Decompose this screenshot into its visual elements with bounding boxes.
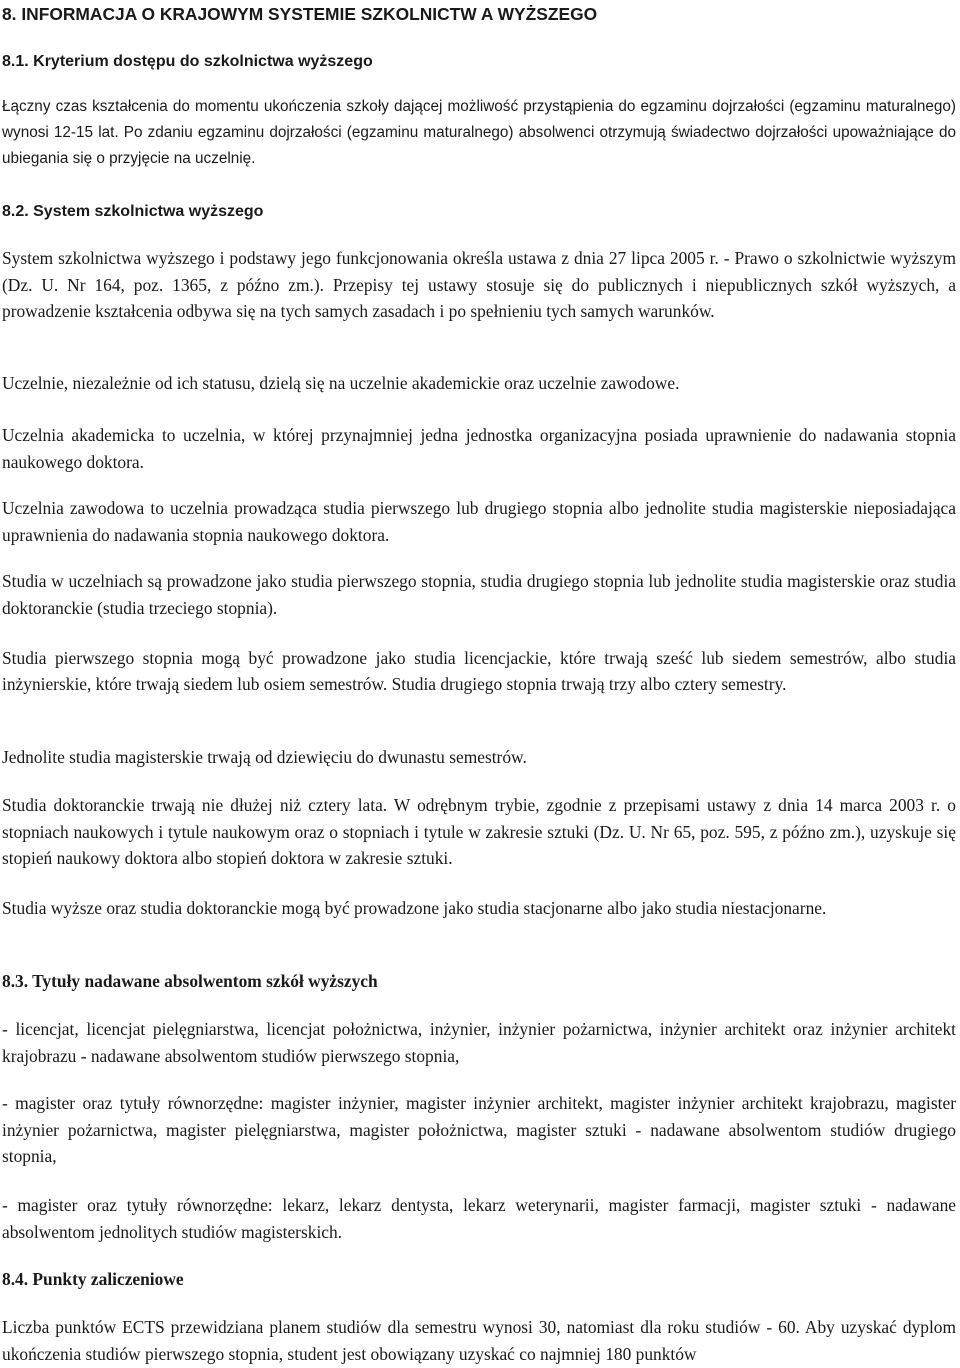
section-3-item-1: - licencjat, licencjat pielęgniarstwa, licencjat położnictwa, inżynier, inżynier pożarnictwa, inżynier architekt oraz inżynier architekt krajobrazu - nadawane absolwentom studiów pierwszego stopnia, bbox=[2, 1019, 956, 1066]
section-1-paragraph: Łączny czas kształcenia do momentu ukończenia szkoły dającej możliwość przystąpienia do egzaminu dojrzałości (egzaminu maturalnego) wynosi 12-15 lat. Po zdaniu egzaminu dojrzałości (egzaminu maturalnego) absolwenci otrzymują świadectwo dojrzałości upoważniające do ubiegania się o przyjęcie na uczelnię. bbox=[2, 98, 956, 167]
section-2-paragraph-6: Studia pierwszego stopnia mogą być prowadzone jako studia licencjackie, które trwają sześć lub siedem semestrów, albo studia inżynierskie, które trwają siedem lub osiem semestrów. Studia drugiego stopnia trwają trzy albo cztery semestry. bbox=[2, 648, 956, 695]
section-3-title: 8.3. Tytuły nadawane absolwentom szkół wyższych bbox=[2, 971, 378, 991]
section-2-title: 8.2. System szkolnictwa wyższego bbox=[2, 203, 264, 220]
section-1-title: 8.1. Kryterium dostępu do szkolnictwa wyższego bbox=[2, 53, 373, 70]
main-heading: 8. INFORMACJA O KRAJOWYM SYSTEMIE SZKOLNICTW A WYŻSZEGO bbox=[2, 4, 598, 24]
section-3-item-3: - magister oraz tytuły równorzędne: lekarz, lekarz dentysta, lekarz weterynarii, magister farmacji, magister sztuki - nadawane absolwentom jednolitych studiów magisterskich. bbox=[2, 1195, 956, 1242]
section-2-paragraph-4: Uczelnia zawodowa to uczelnia prowadząca studia pierwszego lub drugiego stopnia albo jednolite studia magisterskie nieposiadająca uprawnienia do nadawania stopnia naukowego doktora. bbox=[2, 498, 956, 545]
section-2-paragraph-9: Studia wyższe oraz studia doktoranckie mogą być prowadzone jako studia stacjonarne albo jako studia niestacjonarne. bbox=[2, 898, 827, 918]
section-4-title: 8.4. Punkty zaliczeniowe bbox=[2, 1269, 184, 1289]
section-2-paragraph-8: Studia doktoranckie trwają nie dłużej niż cztery lata. W odrębnym trybie, zgodnie z przepisami ustawy z dnia 14 marca 2003 r. o stopniach naukowych i tytule naukowym oraz o stopniach i tytule w zakresie sztuki (Dz. U. Nr 65, poz. 595, z późno zm.), uzyskuje się stopień naukowy doktora albo stopień doktora w zakresie sztuki. bbox=[2, 795, 956, 869]
section-4-paragraph: Liczba punktów ECTS przewidziana planem studiów dla semestru wynosi 30, natomiast dla roku studiów - 60. Aby uzyskać dyplom ukończenia studiów pierwszego stopnia, student jest obowiązany uzyskać co najmniej 180 punktów bbox=[2, 1317, 956, 1364]
section-3-item-2: - magister oraz tytuły równorzędne: magister inżynier, magister inżynier architekt, magister inżynier architekt krajobrazu, magister inżynier pożarnictwa, magister pielęgniarstwa, magister położnictwa, magister sztuki - nadawane absolwentom studiów drugiego stopnia, bbox=[2, 1093, 956, 1167]
section-2-paragraph-7: Jednolite studia magisterskie trwają od dziewięciu do dwunastu semestrów. bbox=[2, 747, 527, 767]
section-2-paragraph-1: System szkolnictwa wyższego i podstawy jego funkcjonowania określa ustawa z dnia 27 lipca 2005 r. - Prawo o szkolnictwie wyższym (Dz. U. Nr 164, poz. 1365, z późno zm.). Przepisy tej ustawy stosuje się do publicznych i niepublicznych szkół wyższych, a prowadzenie kształcenia odbywa się na tych samych zasadach i po spełnieniu tych samych warunków. bbox=[2, 248, 956, 322]
section-2-paragraph-2: Uczelnie, niezależnie od ich statusu, dzielą się na uczelnie akademickie oraz uczelnie zawodowe. bbox=[2, 373, 680, 393]
section-2-paragraph-5: Studia w uczelniach są prowadzone jako studia pierwszego stopnia, studia drugiego stopnia lub jednolite studia magisterskie oraz studia doktoranckie (studia trzeciego stopnia). bbox=[2, 571, 956, 618]
section-2-paragraph-3: Uczelnia akademicka to uczelnia, w której przynajmniej jedna jednostka organizacyjna posiada uprawnienie do nadawania stopnia naukowego doktora. bbox=[2, 425, 956, 472]
